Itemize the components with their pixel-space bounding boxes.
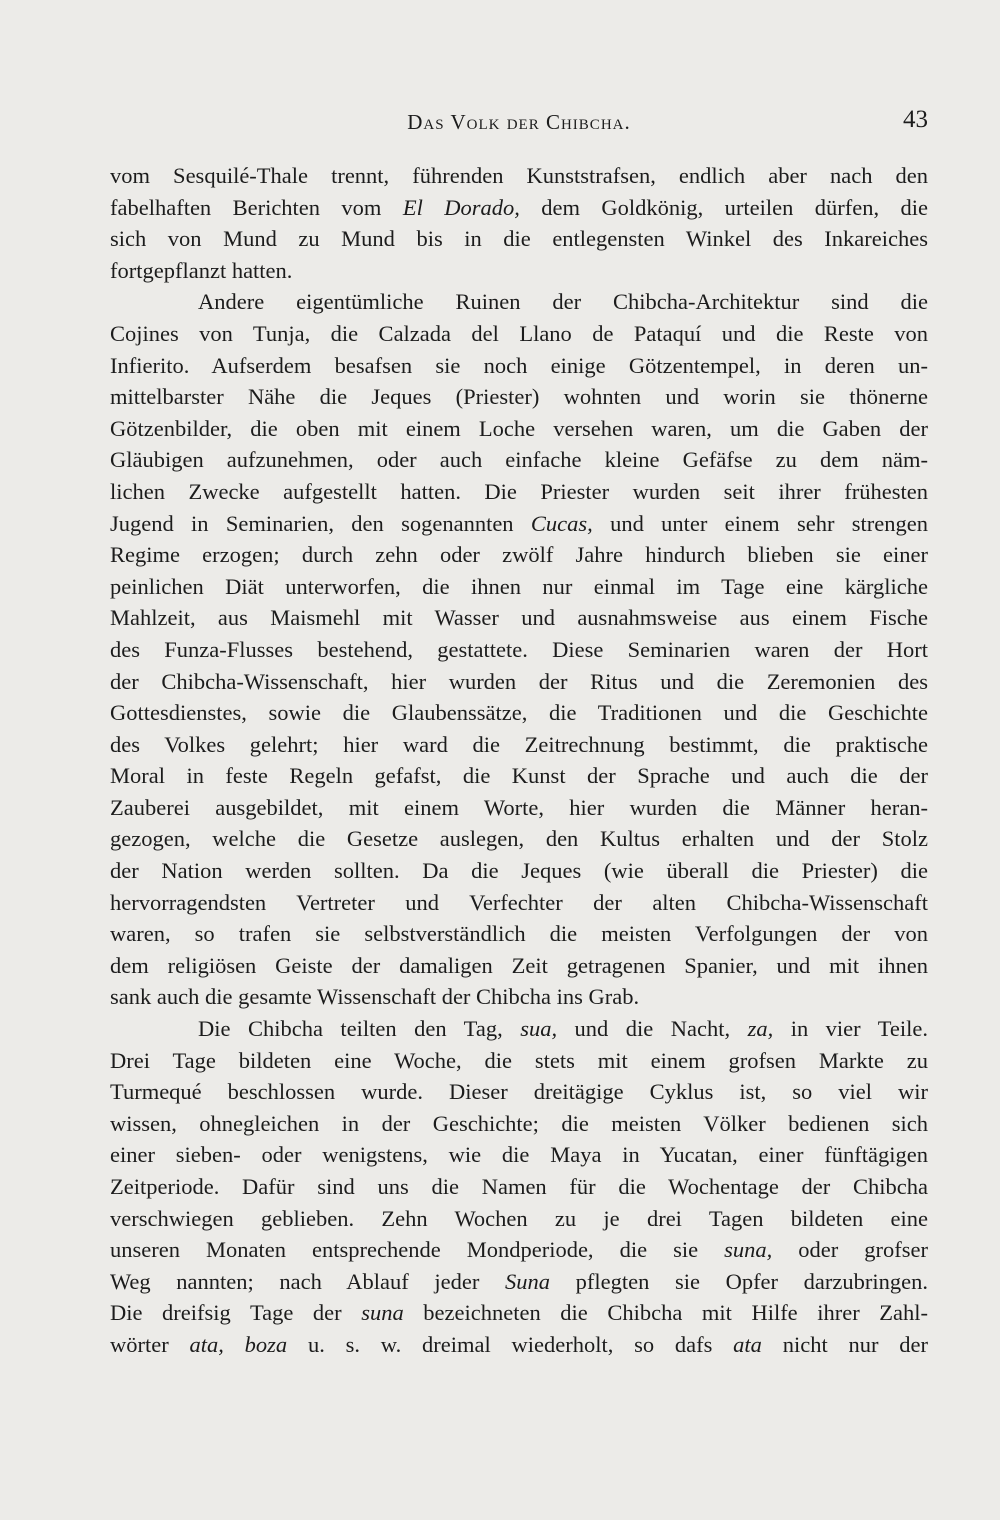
text-segment: u. s. w. dreimal wiederholt, so dafs — [287, 1331, 734, 1357]
text-segment: lichen Zwecke aufgestellt hatten. Die Priester wurden seit ihrer frühesten — [110, 478, 928, 504]
text-segment: des Volkes gelehrt; hier ward die Zeitrechnung bestimmt, die praktische — [110, 731, 928, 757]
text-line — [110, 1013, 928, 1045]
text-line — [110, 729, 928, 761]
text-segment: der Chibcha-Wissenschaft, hier wurden der Ritus und die Zeremonien des — [110, 668, 928, 694]
text-line — [110, 571, 928, 603]
running-head — [110, 106, 928, 138]
running-title: Das Volk der Chibcha. — [407, 110, 631, 134]
text-segment: sich von Mund zu Mund bis in die entlegensten Winkel des Inkareiches — [110, 226, 928, 252]
text-segment: Weg nannten; nach Ablauf jeder — [110, 1268, 505, 1294]
text-segment: fabelhaften Berichten vom — [110, 194, 403, 220]
text-segment: oder grofser — [772, 1237, 928, 1263]
text-line — [110, 1329, 928, 1361]
text-segment: Andere eigentümliche Ruinen der Chibcha-Architektur sind die — [198, 289, 928, 315]
text-line — [110, 602, 928, 634]
text-segment: Infierito. Aufserdem besafsen sie noch einige Götzentempel, in deren un- — [110, 352, 928, 378]
text-line — [110, 381, 928, 413]
text-segment: pflegten sie Opfer darzubringen. — [549, 1268, 928, 1294]
text-segment: Drei Tage bildeten eine Woche, die stets mit einem grofsen Markte zu — [110, 1047, 928, 1073]
italic-text: Suna — [504, 1268, 550, 1294]
text-segment: Zeitperiode. Dafür sind uns die Namen für die Wochentage der Chibcha — [110, 1174, 928, 1199]
text-segment: mittelbarster Nähe die Jeques (Priester) wohnten und worin sie thönerne — [110, 384, 928, 410]
italic-text: Cucas, — [530, 510, 593, 536]
page-number: 43 — [903, 106, 928, 133]
text-line — [110, 666, 928, 698]
text-segment: Götzenbilder, die oben mit einem Loche versehen waren, um die Gaben der — [110, 415, 928, 441]
text-line — [110, 476, 928, 508]
italic-text: za, — [747, 1016, 774, 1042]
text-segment: vom Sesquilé-Thale trennt, führenden Kunststrafsen, endlich aber nach den — [110, 163, 928, 188]
text-segment: Turmequé beschlossen wurde. Dieser dreitägige Cyklus ist, so viel wir — [110, 1079, 928, 1105]
text-line — [110, 823, 928, 855]
text-segment: und unter einem sehr strengen — [592, 510, 928, 536]
text-line — [110, 1076, 928, 1108]
text-line — [110, 1203, 928, 1235]
text-segment: Gottesdienstes, sowie die Glaubenssätze, die Traditionen und die Geschichte — [110, 700, 928, 726]
text-line — [110, 318, 928, 350]
text-line — [110, 413, 928, 445]
italic-text: suna, — [724, 1237, 773, 1263]
text-line — [110, 950, 928, 982]
italic-text: El Dorado, — [402, 194, 520, 220]
text-segment: Zauberei ausgebildet, mit einem Worte, hier wurden die Männer heran- — [110, 794, 928, 820]
text-segment: Regime erzogen; durch zehn oder zwölf Jahre hindurch blieben sie einer — [110, 542, 928, 568]
text-line — [110, 508, 928, 540]
text-segment: peinlichen Diät unterworfen, die ihnen nur einmal im Tage eine kärgliche — [110, 573, 928, 599]
italic-text: ata, boza — [189, 1331, 288, 1357]
text-line — [110, 223, 928, 255]
text-line — [110, 1139, 928, 1171]
text-line — [110, 444, 928, 476]
text-segment: der Nation werden sollten. Da die Jeques (wie überall die Priester) die — [110, 858, 928, 884]
text-segment: Jugend in Seminarien, den sogenannten — [110, 510, 531, 536]
text-segment: des Funza-Flusses bestehend, gestattete. Diese Seminarien waren der Hort — [110, 636, 928, 662]
text-line — [110, 760, 928, 792]
text-segment: wörter — [110, 1331, 190, 1357]
text-segment: in vier Teile. — [773, 1016, 928, 1042]
text-segment: Die Chibcha teilten den Tag, — [198, 1016, 521, 1042]
text-segment: bezeichneten die Chibcha mit Hilfe ihrer Zahl- — [403, 1300, 928, 1326]
text-line — [110, 255, 928, 287]
text-line — [110, 981, 928, 1013]
text-line — [110, 160, 928, 192]
italic-text: sua, — [520, 1016, 558, 1042]
text-line — [110, 1234, 928, 1266]
text-segment: Moral in feste Regeln gefafst, die Kunst der Sprache und auch die der — [110, 763, 928, 789]
text-segment: und die Nacht, — [557, 1016, 748, 1042]
text-line — [110, 855, 928, 887]
text-line — [110, 792, 928, 824]
text-line — [110, 1108, 928, 1140]
body-text — [110, 160, 928, 1361]
text-segment: Gläubigen aufzunehmen, oder auch einfache kleine Gefäfse zu dem näm- — [110, 447, 928, 473]
text-line — [110, 918, 928, 950]
text-line — [110, 1266, 928, 1298]
text-segment: fortgepflanzt hatten. — [110, 257, 293, 283]
text-segment: dem religiösen Geiste der damaligen Zeit getragenen Spanier, und mit ihnen — [110, 952, 928, 978]
text-segment: nicht nur der — [761, 1331, 928, 1357]
text-line — [110, 192, 928, 224]
text-segment: verschwiegen geblieben. Zehn Wochen zu je drei Tagen bildeten eine — [110, 1205, 928, 1231]
text-segment: Die dreifsig Tage der — [110, 1300, 362, 1326]
text-segment: waren, so trafen sie selbstverständlich die meisten Verfolgungen der von — [110, 921, 928, 947]
italic-text: ata — [733, 1331, 762, 1357]
text-line — [110, 350, 928, 382]
text-segment: gezogen, welche die Gesetze auslegen, den Kultus erhalten und der Stolz — [110, 826, 928, 852]
text-segment: Mahlzeit, aus Maismehl mit Wasser und ausnahmsweise aus einem Fische — [110, 605, 928, 631]
text-segment: Cojines von Tunja, die Calzada del Llano de Pataquí und die Reste von — [110, 320, 928, 346]
text-line — [110, 887, 928, 919]
text-line — [110, 1045, 928, 1077]
italic-text: suna — [361, 1300, 404, 1326]
text-line — [110, 634, 928, 666]
text-segment: sank auch die gesamte Wissenschaft der Chibcha ins Grab. — [110, 984, 640, 1010]
text-segment: wissen, ohnegleichen in der Geschichte; die meisten Völker bedienen sich — [110, 1110, 928, 1136]
text-segment: einer sieben- oder wenigstens, wie die Maya in Yucatan, einer fünftägigen — [110, 1142, 928, 1168]
text-line — [110, 1171, 928, 1203]
text-line — [110, 1297, 928, 1329]
text-line — [110, 697, 928, 729]
text-line — [110, 286, 928, 318]
text-segment: dem Goldkönig, urteilen dürfen, die — [519, 194, 928, 220]
text-segment: unseren Monaten entsprechende Mondperiode, die sie — [110, 1237, 725, 1263]
text-segment: hervorragendsten Vertreter und Verfechter der alten Chibcha-Wissenschaft — [110, 889, 928, 915]
text-line — [110, 539, 928, 571]
